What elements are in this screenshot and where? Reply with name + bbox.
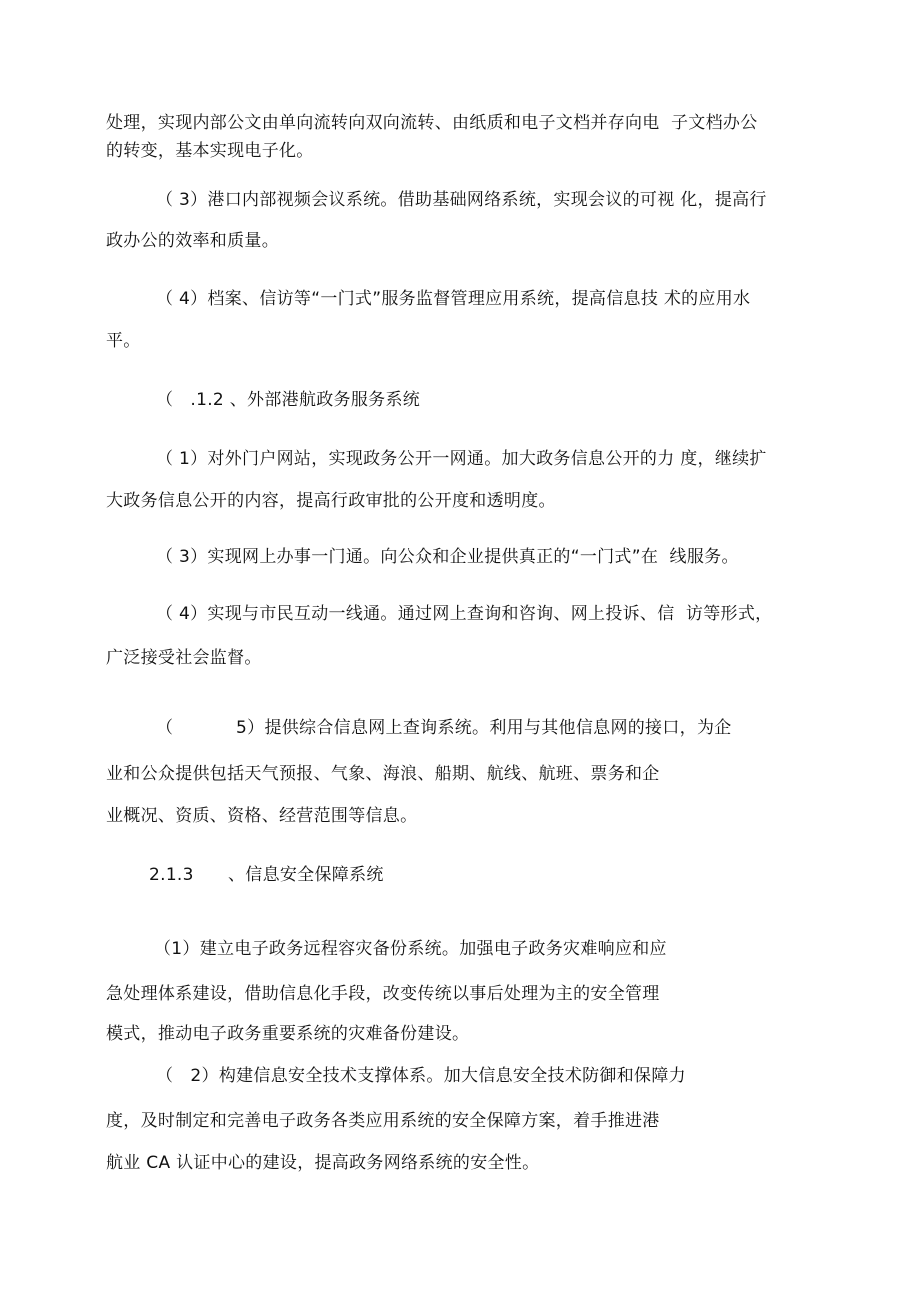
text-line: 度，及时制定和完善电子政务各类应用系统的安全保障方案，着手推进港	[106, 1111, 660, 1131]
text-line: （ 3）港口内部视频会议系统。借助基础网络系统，实现会议的可视 化，提高行	[156, 190, 767, 210]
text-line: 大政务信息公开的内容，提高行政审批的公开度和透明度。	[106, 491, 556, 511]
text-line: （ 5）提供综合信息网上查询系统。利用与其他信息网的接口，为企	[156, 718, 732, 738]
text-line: （ 4）实现与市民互动一线通。通过网上查询和咨询、网上投诉、信 访等形式，	[156, 604, 773, 624]
text-line: （1）建立电子政务远程容灾备份系统。加强电子政务灾难响应和应	[154, 939, 667, 959]
text-line: 业概况、资质、资格、经营范围等信息。	[106, 806, 418, 826]
text-line: （ 4）档案、信访等“一门式”服务监督管理应用系统，提高信息技 术的应用水	[156, 289, 751, 309]
text-line: 处理，实现内部公文由单向流转向双向流转、由纸质和电子文档并存向电 子文档办公	[106, 113, 758, 133]
text-line: 航业 CA 认证中心的建设，提高政务网络系统的安全性。	[106, 1153, 540, 1173]
text-line: 模式，推动电子政务重要系统的灾难备份建设。	[106, 1024, 470, 1044]
text-line: （ 3）实现网上办事一门通。向公众和企业提供真正的“一门式”在 线服务。	[156, 547, 739, 567]
text-line: 平。	[106, 331, 141, 351]
text-line: 急处理体系建设，借助信息化手段，改变传统以事后处理为主的安全管理	[106, 984, 660, 1004]
text-line: （ 2）构建信息安全技术支撑体系。加大信息安全技术防御和保障力	[156, 1066, 686, 1086]
text-line: 业和公众提供包括天气预报、气象、海浪、船期、航线、航班、票务和企	[106, 764, 660, 784]
text-line: 的转变，基本实现电子化。	[106, 141, 314, 161]
section-heading: （ .1.2 、外部港航政务服务系统	[156, 390, 421, 410]
text-line: （ 1）对外门户网站，实现政务公开一网通。加大政务信息公开的力 度，继续扩	[156, 449, 767, 469]
text-line: 政办公的效率和质量。	[106, 231, 279, 251]
text-line: 广泛接受社会监督。	[106, 648, 262, 668]
section-heading: 2.1.3 、信息安全保障系统	[149, 865, 384, 885]
